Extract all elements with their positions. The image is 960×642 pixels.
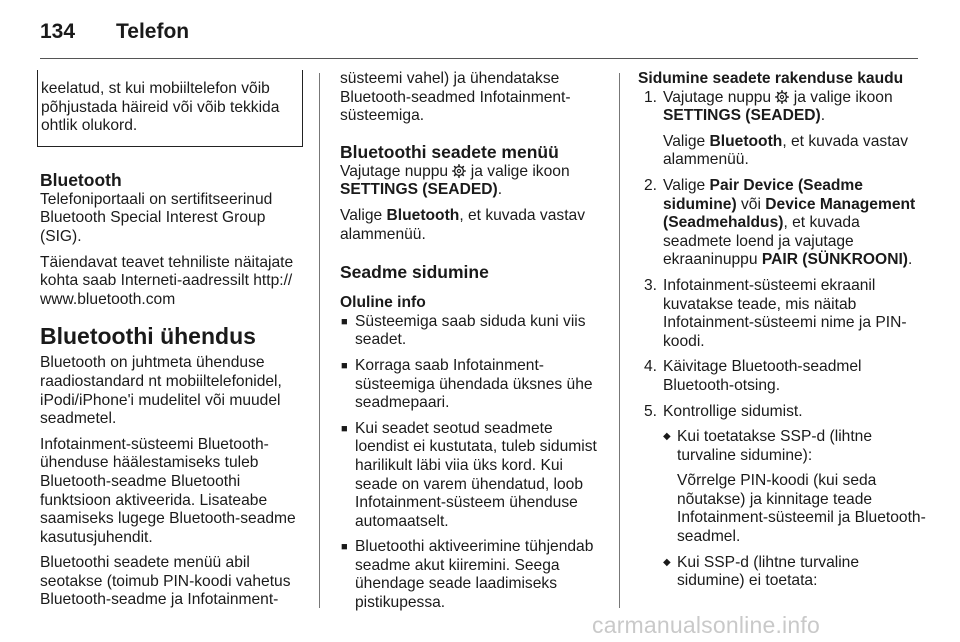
list-item: ◆ Kui SSP-d (lihtne turvaline sidumine) ei toetata: xyxy=(663,554,928,591)
pairing-heading: Seadme sidumine xyxy=(340,262,489,283)
gear-icon xyxy=(452,164,466,178)
step-item: 4. Käivitage Bluetooth-seadmel Bluetooth-otsing. xyxy=(644,358,862,394)
info-list xyxy=(340,313,608,613)
list-item: ■ Bluetoothi aktiveerimine tühjendab seadme akut kiiremini. Seega ühendage seade laadimiseks pistikupessa. xyxy=(340,538,608,612)
bluetooth-connection-heading: Bluetoothi ühendus xyxy=(40,323,256,350)
steps-list xyxy=(638,89,928,591)
column-1 xyxy=(40,70,306,617)
column-2 xyxy=(340,70,608,620)
paragraph: süsteemi vahel) ja ühendatakse Bluetooth-seadmed Infotainment-süsteemiga. xyxy=(340,70,571,125)
paragraph: Infotainment-süsteemi Bluetooth-ühenduse häälestamiseks tuleb Bluetooth-seadme Bluetoothi funktsioon aktiveerida. Lisateabe saamiseks lugege Bluetooth-seadme kasutusjuhendit. xyxy=(40,435,296,546)
list-item: ■ Korraga saab Infotainment-süsteemiga ühendada üksnes ühe seadmepaari. xyxy=(340,357,608,413)
watermark: carmanualsonline.info xyxy=(592,612,820,638)
column-3 xyxy=(638,70,928,598)
settings-menu-heading: Bluetoothi seadete menüü xyxy=(340,141,559,162)
step-item: 1. Vajutage nuppu ja valige ikoon SETTINGS (SEADED). Valige Bluetooth, et kuvada vastav alammenüü. xyxy=(644,88,908,169)
paragraph: Vajutage nuppu ja valige ikoon SETTINGS (SEADED). xyxy=(340,162,570,199)
warning-text: keelatud, st kui mobiiltelefon võib põhjustada häireid või võib tekkida ohtlik olukord. xyxy=(41,80,280,135)
list-item: ■ Kui seadet seotud seadmete loendist ei kustutata, tuleb sidumist harilikult läbi viia üks kord. Kui seade on varem ühendatud, loob Infotainment-süsteem ühenduse automaatselt. xyxy=(340,420,608,532)
warning-box xyxy=(37,70,303,147)
list-item: ■ Süsteemiga saab siduda kuni viis seadet. xyxy=(340,313,608,350)
section-title: Telefon xyxy=(116,20,190,43)
paragraph: Telefoniportaali on sertifitseerinud Bluetooth Special Interest Group (SIG). xyxy=(40,190,273,245)
important-info-heading: Oluline info xyxy=(340,294,426,312)
pairing-via-settings-heading: Sidumine seadete rakenduse kaudu xyxy=(638,70,904,87)
step-item: 2. Valige Pair Device (Seadme sidumine) või Device Management (Seadmehaldus), et kuvada seadmete loend ja vajutage ekraaninuppu PAIR (SÜNKROONI). xyxy=(644,176,916,269)
paragraph: Valige Bluetooth, et kuvada vastav alammenüü. xyxy=(340,206,585,243)
bluetooth-heading: Bluetooth xyxy=(40,169,122,190)
column-divider xyxy=(619,73,620,608)
list-item: ◆ Kui toetatakse SSP-d (lihtne turvaline sidumine): Võrrelge PIN-koodi (kui seda nõutakse) ja kinnitage teade Infotainment-süsteemil ja Bluetooth-seadmel. xyxy=(663,428,928,547)
paragraph: Täiendavat teavet tehniliste näitajate kohta saab Interneti-aadressilt http:// www.bluetooth.com xyxy=(40,253,294,308)
step-item: 5. Kontrollige sidumist. ◆ Kui toetatakse SSP-d (lihtne turvaline sidumine): Võrrelge PIN-koodi (kui seda nõutakse) ja kinnitage teade Infotainment-süsteemil ja Bluetooth-seadmel. ◆ Kui SSP-d (lihtne turvaline sidumine) ei toetata: xyxy=(638,403,928,591)
page-number: 134 xyxy=(40,20,76,43)
gear-icon xyxy=(775,90,789,104)
sub-list xyxy=(663,428,928,591)
header-rule xyxy=(40,58,918,59)
step-item: 3. Infotainment-süsteemi ekraanil kuvatakse teade, mis näitab Infotainment-süsteemi nime ja PIN-koodi. xyxy=(644,276,907,350)
column-divider xyxy=(319,73,320,608)
paragraph: Bluetooth on juhtmeta ühenduse raadiostandard nt mobiiltelefonidel, iPodi/iPhone'i mudelitel või muudel seadmetel. xyxy=(40,354,282,428)
paragraph: Bluetoothi seadete menüü abil seotakse (toimub PIN-koodi vahetus Bluetooth-seadme ja Infotainment- xyxy=(40,554,291,609)
